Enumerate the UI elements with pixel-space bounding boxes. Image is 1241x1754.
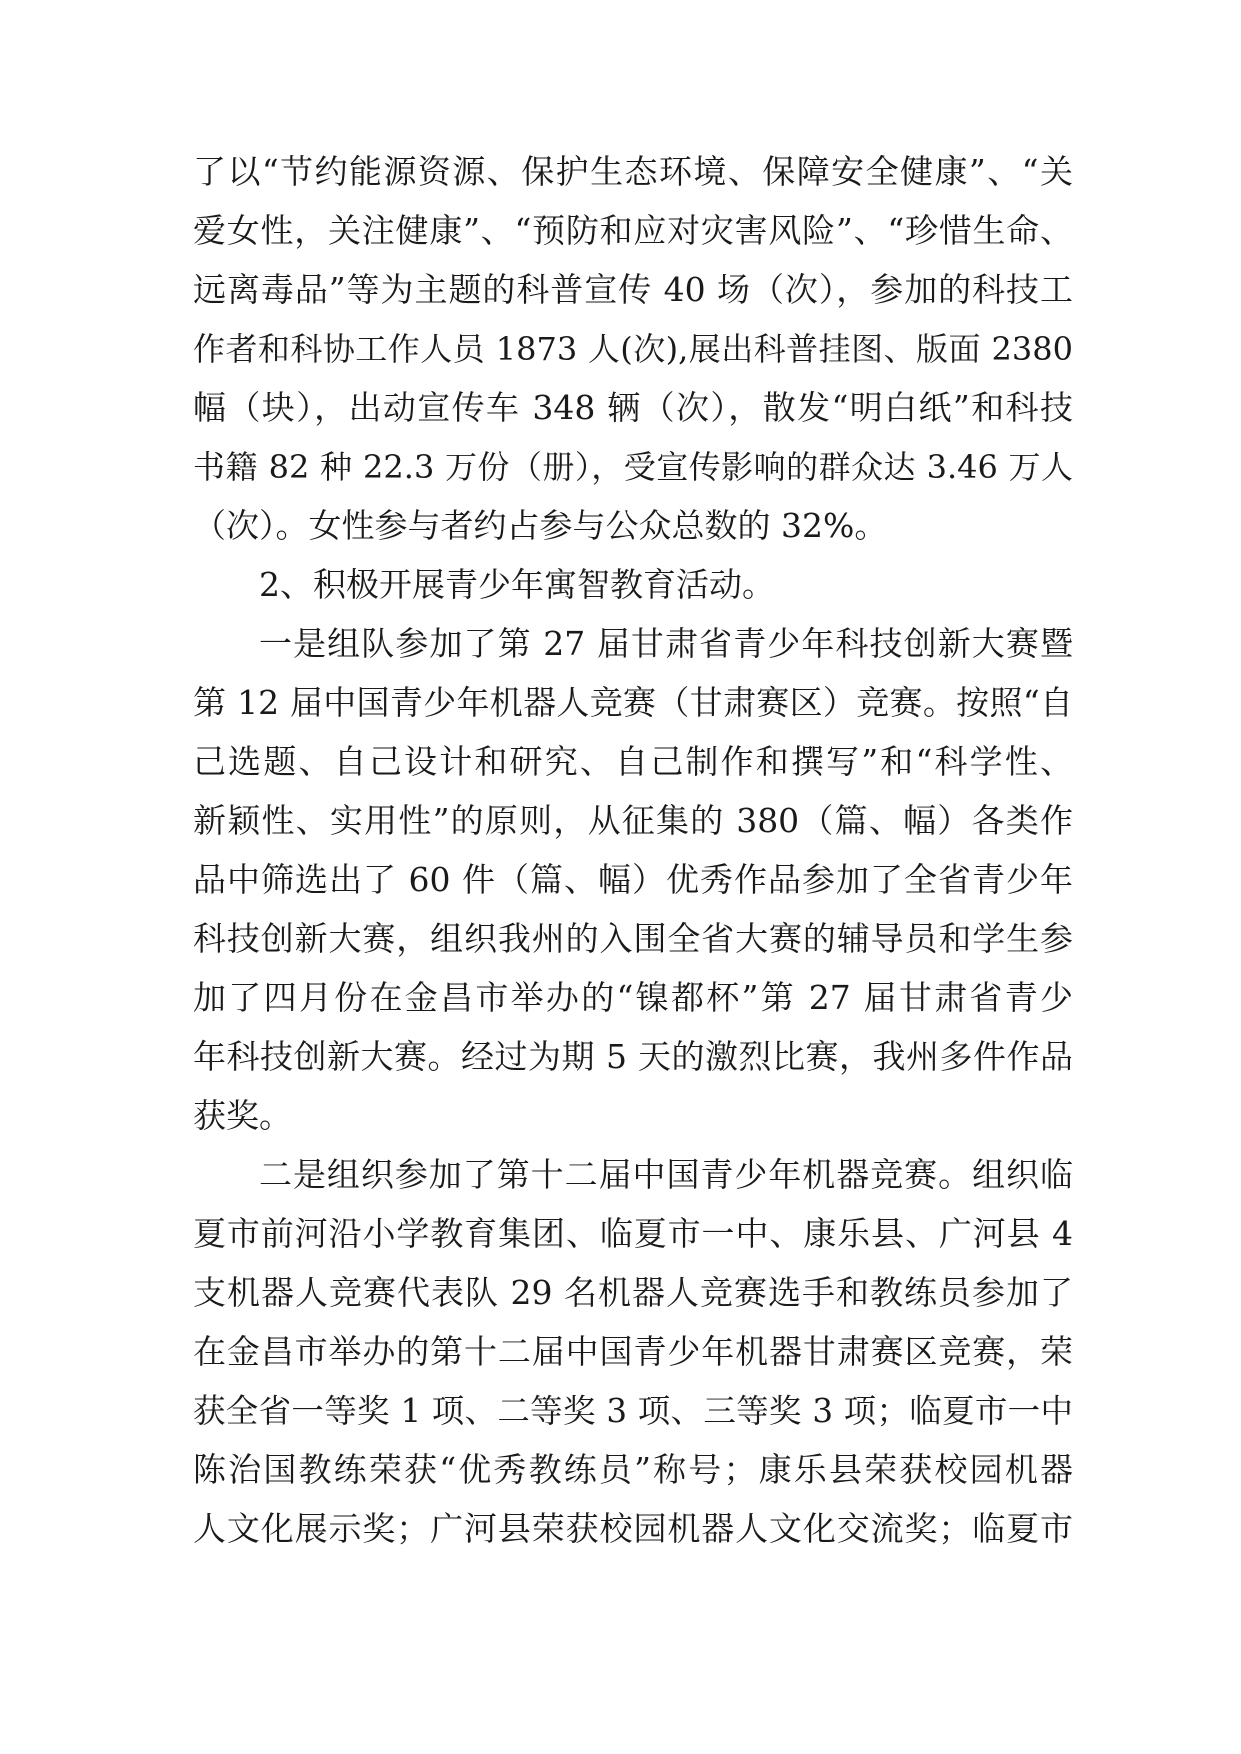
- text-line: 加了四月份在金昌市举办的“镍都杯”第 27 届甘肃省青少: [193, 978, 1073, 1017]
- text-line: 陈治国教练荣获“优秀教练员”称号；康乐县荣获校园机器: [193, 1450, 1073, 1489]
- text-line: 人文化展示奖；广河县荣获校园机器人文化交流奖；临夏市: [193, 1509, 1073, 1548]
- text-line: 己选题、自己设计和研究、自己制作和撰写”和“科学性、: [193, 742, 1073, 781]
- text-line: 二是组织参加了第十二届中国青少年机器竞赛。组织临: [259, 1155, 1073, 1194]
- text-line: 了以“节约能源资源、保护生态环境、保障安全健康”、“关: [193, 152, 1073, 191]
- text-line: （次）。女性参与者约占参与公众总数的 32%。: [193, 506, 888, 545]
- text-line: 品中筛选出了 60 件（篇、幅）优秀作品参加了全省青少年: [193, 860, 1073, 899]
- text-line: 年科技创新大赛。经过为期 5 天的激烈比赛，我州多件作品: [193, 1037, 1073, 1076]
- text-line: 夏市前河沿小学教育集团、临夏市一中、康乐县、广河县 4: [193, 1214, 1073, 1253]
- text-line: 一是组队参加了第 27 届甘肃省青少年科技创新大赛暨: [259, 624, 1073, 663]
- text-line: 书籍 82 种 22.3 万份（册），受宣传影响的群众达 3.46 万人: [193, 448, 1073, 486]
- text-line: 新颖性、实用性”的原则，从征集的 380（篇、幅）各类作: [193, 801, 1073, 840]
- text-line: 支机器人竞赛代表队 29 名机器人竞赛选手和教练员参加了: [193, 1273, 1073, 1312]
- text-line: 第 12 届中国青少年机器人竞赛（甘肃赛区）竞赛。按照“自: [193, 683, 1073, 722]
- text-line: 爱女性，关注健康”、“预防和应对灾害风险”、“珍惜生命、: [193, 211, 1073, 250]
- text-line: 幅（块），出动宣传车 348 辆（次），散发“明白纸”和科技: [193, 388, 1073, 427]
- text-line: 科技创新大赛，组织我州的入围全省大赛的辅导员和学生参: [193, 919, 1073, 958]
- text-line: 作者和科协工作人员 1873 人(次),展出科普挂图、版面 2380: [193, 330, 1073, 368]
- section-heading: 2、积极开展青少年寓智教育活动。: [259, 565, 775, 604]
- text-line: 获奖。: [193, 1096, 292, 1135]
- text-line: 远离毒品”等为主题的科普宣传 40 场（次），参加的科技工: [193, 270, 1073, 309]
- text-line: 在金昌市举办的第十二届中国青少年机器甘肃赛区竞赛，荣: [193, 1332, 1073, 1371]
- text-line: 获全省一等奖 1 项、二等奖 3 项、三等奖 3 项；临夏市一中: [193, 1392, 1073, 1430]
